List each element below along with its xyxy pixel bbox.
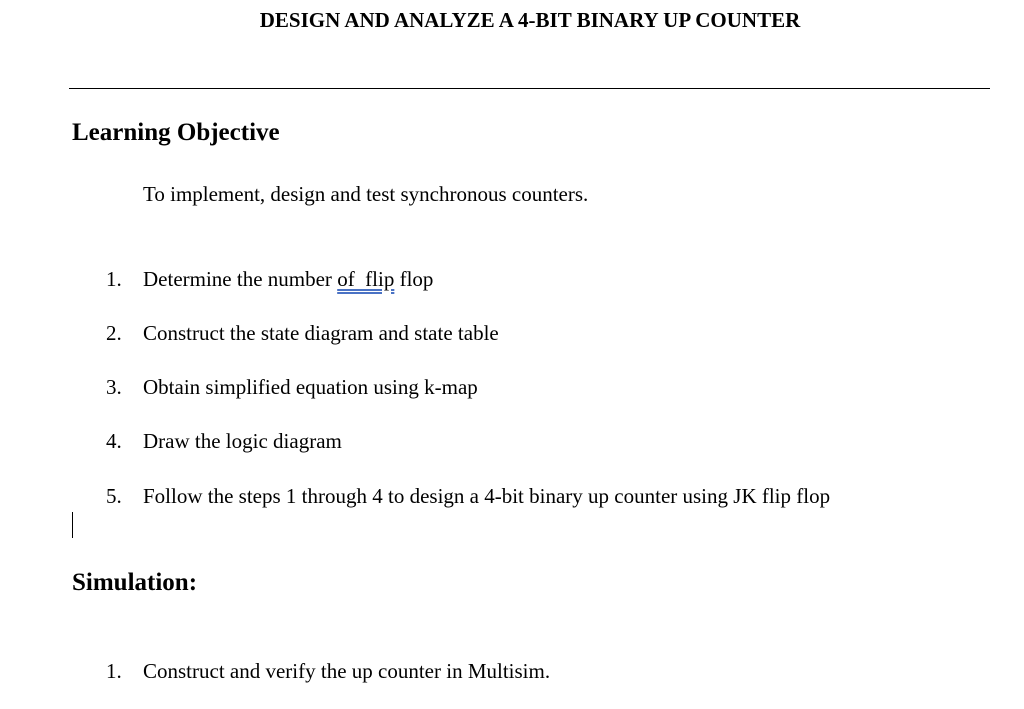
text-cursor <box>72 512 73 538</box>
list-item-text: Draw the logic diagram <box>143 429 342 453</box>
list-item-text-part: Determine the number <box>143 267 338 291</box>
list-item-text-part: flop <box>394 267 434 291</box>
list-item-text <box>143 267 433 292</box>
list-item-text: Construct and verify the up counter in Multisim. <box>143 659 551 683</box>
list-item-number: 2. <box>106 321 122 345</box>
list-item-number: 4. <box>106 429 122 453</box>
list-item-number: 5. <box>106 484 122 508</box>
list-item-text: Obtain simplified equation using k-map <box>143 375 478 399</box>
horizontal-divider <box>69 88 990 89</box>
simulation-heading: Simulation: <box>72 569 198 596</box>
list-item-text: Construct the state diagram and state table <box>143 321 499 345</box>
list-item-number: 1. <box>106 659 122 683</box>
list-item-number: 1. <box>106 267 122 291</box>
learning-objective-paragraph: To implement, design and test synchronous counters. <box>143 182 589 206</box>
spelling-flagged-text[interactable]: of flip <box>337 267 395 291</box>
document-title: DESIGN AND ANALYZE A 4-BIT BINARY UP COUNTER <box>259 8 801 32</box>
list-item-number: 3. <box>106 375 122 399</box>
learning-objective-heading: Learning Objective <box>72 119 280 146</box>
list-item-text: Follow the steps 1 through 4 to design a 4-bit binary up counter using JK flip flop <box>143 484 831 508</box>
